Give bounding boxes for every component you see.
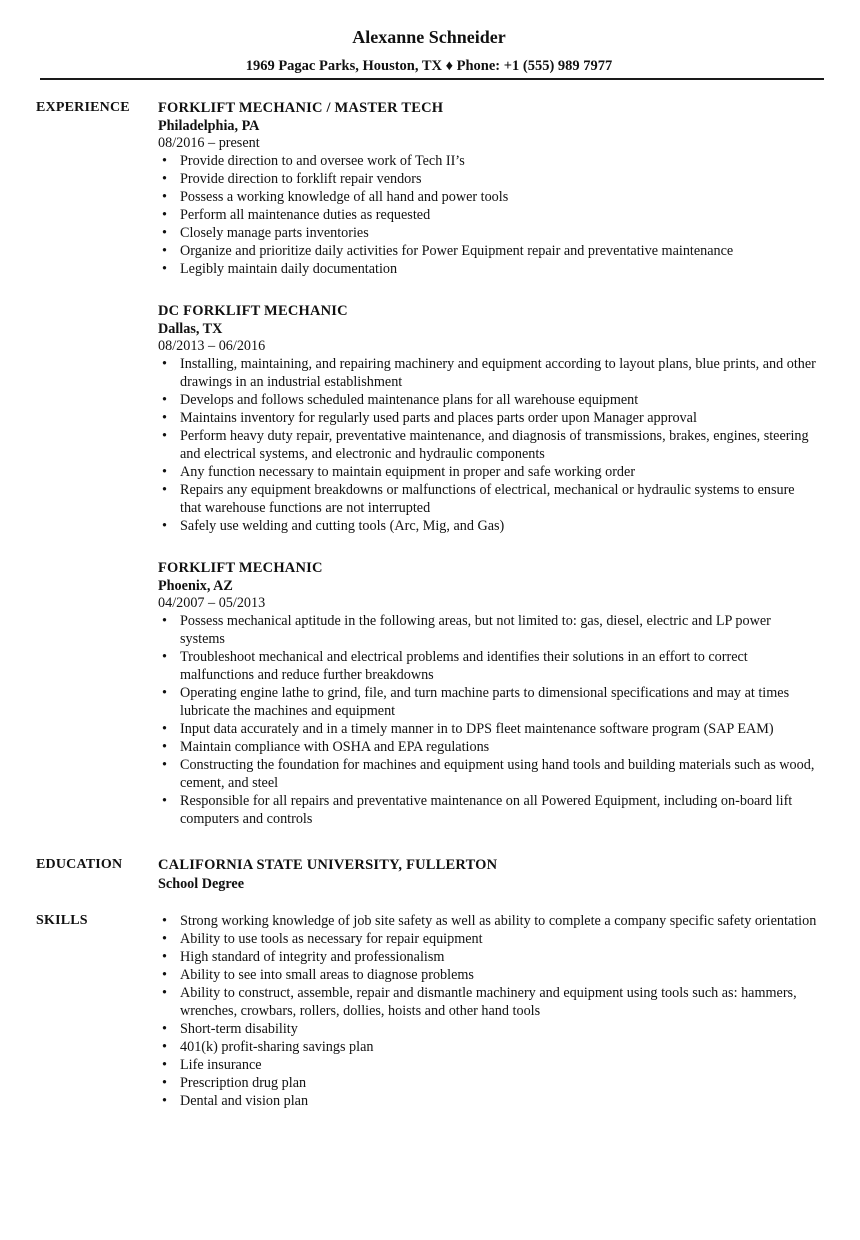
header-divider: [40, 78, 824, 80]
degree: School Degree: [158, 876, 245, 892]
job-entry-2: [158, 302, 818, 535]
duty-item: • Any function necessary to maintain equipment in proper and safe working order: [158, 463, 818, 481]
job-duties: [158, 612, 818, 828]
experience-heading: EXPERIENCE: [36, 100, 130, 115]
education-section: [36, 856, 818, 894]
duty-item: • Closely manage parts inventories: [158, 224, 818, 242]
skill-item: • Ability to use tools as necessary for repair equipment: [158, 930, 818, 948]
duty-item: • Organize and prioritize daily activities for Power Equipment repair and preventative maintenance: [158, 242, 818, 260]
job-title: DC FORKLIFT MECHANIC: [158, 303, 348, 319]
education-heading: EDUCATION: [36, 857, 123, 872]
duty-item: • Maintains inventory for regularly used parts and places parts order upon Manager approval: [158, 409, 818, 427]
skill-item: • Ability to see into small areas to diagnose problems: [158, 966, 818, 984]
skill-item: • Ability to construct, assemble, repair and dismantle machinery and equipment using tools such as: hammers, wrenches, crowbars, rollers, dollies, hoists and other hand tools: [158, 984, 818, 1020]
skill-item: • Dental and vision plan: [158, 1092, 818, 1110]
duty-item: • Perform heavy duty repair, preventative maintenance, and diagnosis of transmissions, brakes, engines, steering and electrical systems, and electronic and hydraulic components: [158, 427, 818, 463]
experience-list: [158, 99, 818, 828]
school-name: CALIFORNIA STATE UNIVERSITY, FULLERTON: [158, 857, 498, 873]
duty-item: • Repairs any equipment breakdowns or malfunctions of electrical, mechanical or hydraulic systems to ensure that warehouse functions are not interrupted: [158, 481, 818, 517]
duty-item: • Constructing the foundation for machines and equipment using hand tools and building materials such as wood, cement, and steel: [158, 756, 818, 792]
job-entry-1: [158, 99, 818, 278]
duty-item: • Possess mechanical aptitude in the following areas, but not limited to: gas, diesel, electric and LP power systems: [158, 612, 818, 648]
job-duties: [158, 355, 818, 535]
job-location: Philadelphia, PA: [158, 118, 260, 134]
duty-item: • Installing, maintaining, and repairing machinery and equipment according to layout plans, blue prints, and other drawings in an industrial establishment: [158, 355, 818, 391]
skill-item: • High standard of integrity and professionalism: [158, 948, 818, 966]
skill-item: • 401(k) profit-sharing savings plan: [158, 1038, 818, 1056]
job-title: FORKLIFT MECHANIC: [158, 560, 323, 576]
experience-section: [36, 99, 818, 828]
candidate-name: Alexanne Schneider: [352, 27, 506, 47]
job-dates: 08/2013 – 06/2016: [158, 338, 266, 354]
duty-item: • Legibly maintain daily documentation: [158, 260, 818, 278]
duty-item: • Possess a working knowledge of all hand and power tools: [158, 188, 818, 206]
duty-item: • Operating engine lathe to grind, file, and turn machine parts to dimensional specifications and may at times lubricate the machines and equipment: [158, 684, 818, 720]
job-dates: 08/2016 – present: [158, 135, 260, 151]
skills-list: [158, 912, 818, 1110]
duty-item: • Maintain compliance with OSHA and EPA regulations: [158, 738, 818, 756]
job-duties: [158, 152, 818, 278]
skills-list-wrap: [158, 912, 818, 1110]
duty-item: • Responsible for all repairs and preventative maintenance on all Powered Equipment, including on-board lift computers and controls: [158, 792, 818, 828]
duty-item: • Provide direction to forklift repair vendors: [158, 170, 818, 188]
job-entry-3: [158, 559, 818, 828]
duty-item: • Develops and follows scheduled maintenance plans for all warehouse equipment: [158, 391, 818, 409]
skill-item: • Prescription drug plan: [158, 1074, 818, 1092]
skill-item: • Short-term disability: [158, 1020, 818, 1038]
job-dates: 04/2007 – 05/2013: [158, 595, 266, 611]
skills-section: [36, 912, 818, 1110]
contact-line: 1969 Pagac Parks, Houston, TX ♦ Phone: +1 (555) 989 7977: [245, 58, 613, 74]
resume-header: [36, 26, 818, 80]
duty-item: • Provide direction to and oversee work of Tech II’s: [158, 152, 818, 170]
job-location: Phoenix, AZ: [158, 578, 233, 594]
skills-heading: SKILLS: [36, 913, 88, 928]
skill-item: • Strong working knowledge of job site safety as well as ability to complete a company specific safety orientation: [158, 912, 818, 930]
duty-item: • Safely use welding and cutting tools (Arc, Mig, and Gas): [158, 517, 818, 535]
job-title: FORKLIFT MECHANIC / MASTER TECH: [158, 100, 444, 116]
education-entry: [158, 856, 818, 894]
duty-item: • Perform all maintenance duties as requested: [158, 206, 818, 224]
duty-item: • Input data accurately and in a timely manner in to DPS fleet maintenance software program (SAP EAM): [158, 720, 818, 738]
duty-item: • Troubleshoot mechanical and electrical problems and identifies their solutions in an effort to correct malfunctions and reduce further breakdowns: [158, 648, 818, 684]
skill-item: • Life insurance: [158, 1056, 818, 1074]
job-location: Dallas, TX: [158, 321, 223, 337]
